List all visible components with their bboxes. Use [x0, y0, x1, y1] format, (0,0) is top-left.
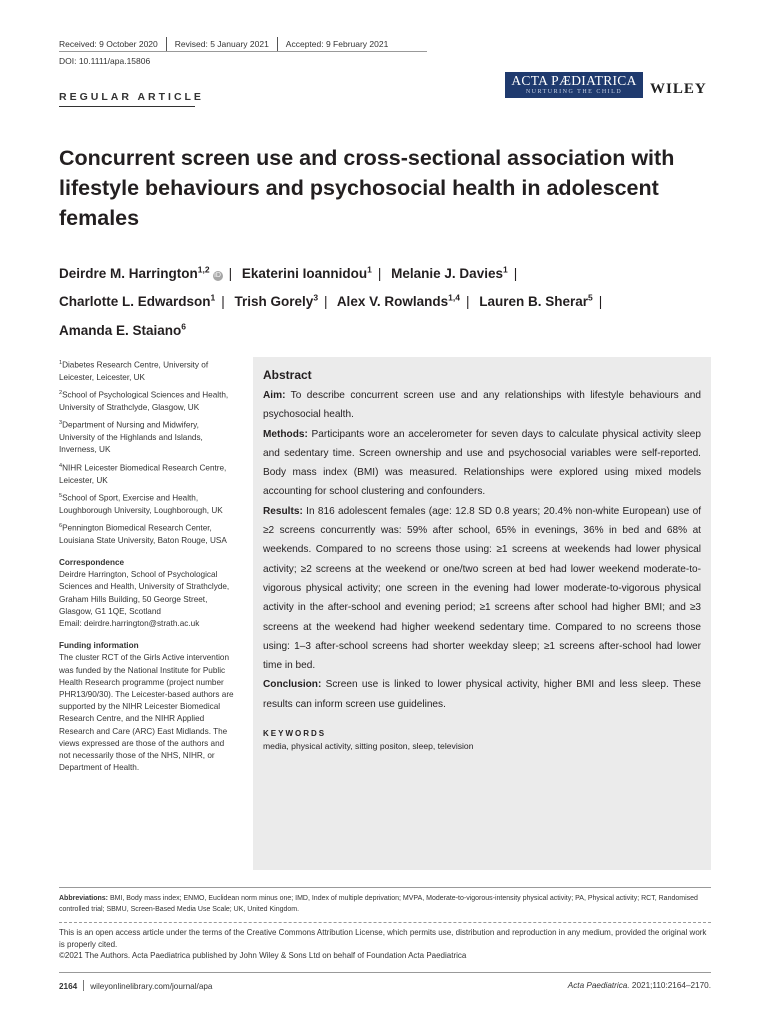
divider: [277, 37, 278, 51]
author[interactable]: Alex V. Rowlands$^{1,4}$: [336, 292, 460, 309]
orcid-icon[interactable]: iD: [214, 271, 221, 279]
correspondence-email[interactable]: Email: deirdre.harrington@strath.ac.uk: [59, 619, 200, 629]
author[interactable]: Lauren B. Sherar$^5$: [479, 292, 593, 309]
license-text: This is an open access article under the terms of the Creative Commons Attribution License, which permits use, distribution and reproduction in any medium, provided the original work is properly cited.: [59, 928, 707, 949]
keywords: media, physical activity, sitting positon, sleep, television: [263, 741, 474, 752]
divider: [59, 887, 711, 888]
funding-text: The cluster RCT of the Girls Active intervention was funded by the National Institute for Public Health Research programme (project number PHR13/90/30). The Leicester-based authors are supported by the NIHR Leicester Biomedical Research Centre, and the NIHR Applied Research and Care (ARC) East Midlands. The views expressed are those of the authors and not necessarily those of the NHS, NIHR, or Department of Health.: [59, 653, 234, 773]
received-date: Received: 9 October 2020: [59, 39, 158, 49]
affiliation: $^1$Diabetes Research Centre, University of Leicester, Leicester, UK: [59, 360, 209, 382]
doi[interactable]: DOI: 10.1111/apa.15806: [59, 56, 151, 66]
abbreviations: Abbreviations: BMI, Body mass index; ENMO, Euclidean norm minus one; IMD, Index of multiple deprivation; MVPA, Moderate-to-vigorous-intensity physical activity; PA, Physical activity; RCT, Randomised controlled trial; SBMU, Screen-Based Media Use Scale; UK, United Kingdom.: [59, 895, 698, 913]
abstract-results: Results: In 816 adolescent females (age: 12.8 SD 0.8 years; 20.4% non-white European) use of ≥2 screens concurrently was: 59% after school, 65% in evenings, 36% in bed and 68% at weekends. Compared to no screens those using: ≥1 screens at weekends had lower physical activity; ≥2 screens at the weekend or one/two screen at bed had lower weekend moderate-to-vigorous physical activity; one screen in the evening had lower moderate-to-vigorous physical activity in the after-school and evening period; ≥1 screens after school had higher BMI; and ≥3 screens at the weekend had higher weekend sedentary time. Compared to no screens those using: 1–3 after-school screens had shorter weekday sleep; ≥1 screens after-school had lower time in bed.: [263, 505, 701, 672]
divider: [166, 37, 167, 51]
article-type: REGULAR ARTICLE: [59, 91, 204, 103]
journal-tagline: NURTURING THE CHILD: [525, 89, 623, 95]
abstract-box: [253, 357, 711, 870]
divider: [59, 972, 711, 973]
affiliations-column: [59, 357, 234, 775]
abstract-methods: Methods: Participants wore an accelerometer for seven days to calculate physical activity sleep and sedentary time. Screen ownership and use and psychosocial variables were self-reported. Body mass index (BMI) was measured. Relationships were explored using mixed models accounting for school clustering and confounders.: [263, 428, 701, 498]
divider: [59, 922, 711, 923]
page-footer: [59, 980, 711, 991]
affiliation: $^2$School of Psychological Sciences and Health, University of Strathclyde, Glasgow, UK: [59, 390, 229, 413]
license-notice: [59, 927, 711, 962]
correspondence-text: Deirdre Harrington, School of Psychological Sciences and Health, University of Strathclyde, Graham Hills Building, 50 George Street, Glasgow, G1 1QE, Scotland: [59, 570, 230, 616]
page-number: 2164: [59, 982, 78, 991]
author-list: Deirdre M. Harrington$^{1,2}$iD | Ekaterini Ioannidou$^1$ | Melanie J. Davies$^1$ | Charlotte L. Edwardson$^1$ | Trish Gorely$^3$ | Alex V. Rowlands$^{1,4}$ | Lauren B. Sherar$^5$ | Amanda E. Staiano$^6$: [59, 264, 603, 338]
journal-name: ACTA PÆDIATRICA: [511, 73, 637, 88]
abstract-conclusion: Conclusion: Screen use is linked to lower physical activity, higher BMI and less sleep. These results can inform screen use guidelines.: [263, 679, 701, 710]
header-rule: [59, 51, 427, 52]
author[interactable]: Amanda E. Staiano$^6$: [59, 321, 187, 338]
accepted-date: Accepted: 9 February 2021: [285, 39, 389, 49]
affiliation: $^4$NIHR Leicester Biomedical Research Centre, Leicester, UK: [59, 462, 227, 485]
revised-date: Revised: 5 January 2021: [174, 39, 269, 49]
affiliation: $^6$Pennington Biomedical Research Center, Louisiana State University, Baton Rouge, USA: [59, 522, 227, 545]
journal-citation: Acta Paediatrica. 2021;110:2164–2170.: [567, 981, 711, 990]
abstract-heading: Abstract: [263, 368, 312, 382]
funding-heading: Funding information: [59, 641, 139, 651]
author[interactable]: Ekaterini Ioannidou$^1$: [241, 264, 372, 281]
author[interactable]: Deirdre M. Harrington$^{1,2}$: [59, 264, 210, 281]
affiliation: $^3$Department of Nursing and Midwifery, University of the Highlands and Islands, Inverness, UK: [59, 420, 203, 455]
publisher-logo[interactable]: WILEY: [650, 81, 707, 97]
correspondence-heading: Correspondence: [59, 558, 125, 568]
article-type-underline: [59, 106, 195, 107]
copyright-text: ©2021 The Authors. Acta Paediatrica published by John Wiley & Sons Ltd on behalf of Foundation Acta Paediatrica: [59, 951, 467, 960]
article-title: Concurrent screen use and cross-sectional association with lifestyle behaviours and psychosocial health in adolescent females: [59, 146, 675, 230]
journal-logo[interactable]: [505, 72, 643, 98]
author[interactable]: Melanie J. Davies$^1$: [391, 264, 508, 281]
abstract-aim: Aim: To describe concurrent screen use and any relationships with lifestyle behaviours and psychosocial health.: [263, 390, 701, 421]
article-dates: [59, 37, 388, 51]
author[interactable]: Trish Gorely$^3$: [234, 292, 319, 309]
journal-url[interactable]: wileyonlinelibrary.com/journal/apa: [90, 982, 213, 991]
author[interactable]: Charlotte L. Edwardson$^1$: [59, 292, 216, 309]
affiliation: $^5$School of Sport, Exercise and Health, Loughborough University, Loughborough, UK: [59, 492, 223, 515]
keywords-heading: KEYWORDS: [263, 729, 327, 739]
